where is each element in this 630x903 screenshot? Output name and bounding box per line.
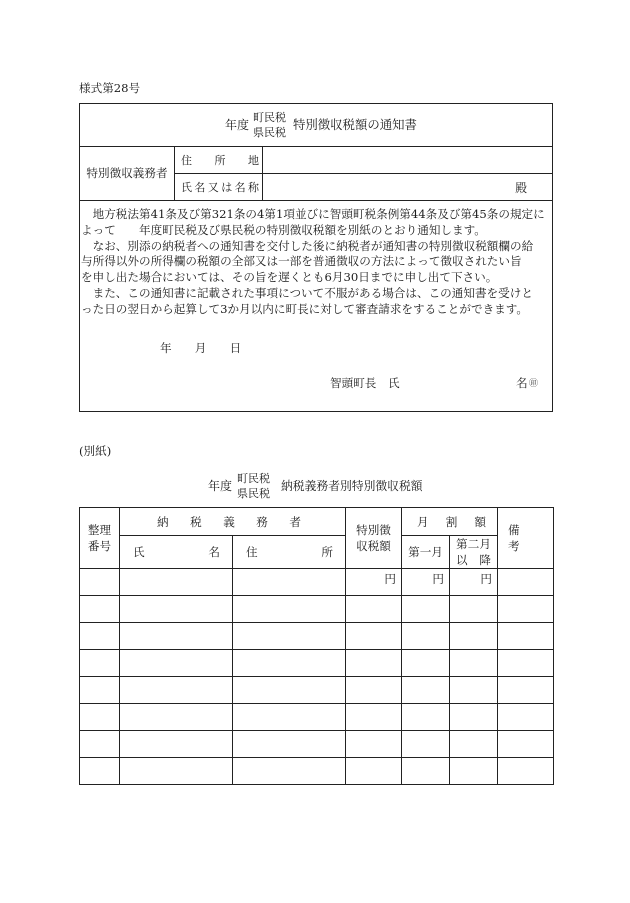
header-first-month: 第一月 bbox=[402, 536, 450, 569]
table-row bbox=[80, 758, 554, 785]
notice-title-town-tax: 町民税 bbox=[253, 111, 286, 124]
notice-body-line: よって 年度町民税及び県民税の特別徴収税額を別紙のとおり通知します。 bbox=[81, 222, 486, 237]
table-header-row bbox=[80, 536, 554, 569]
obligor-address-row bbox=[175, 147, 552, 174]
header-serial-line-2: 番号 bbox=[87, 539, 112, 553]
header-name-part-2: 名 bbox=[208, 545, 220, 559]
cell-serial bbox=[80, 731, 120, 758]
cell-remarks bbox=[498, 677, 554, 704]
obligor-address-label-cell bbox=[175, 147, 263, 173]
cell-serial bbox=[80, 623, 120, 650]
cell-remarks bbox=[498, 596, 554, 623]
cell-later-months: 円 bbox=[450, 569, 498, 596]
obligor-name-row bbox=[175, 174, 552, 200]
notice-issuer: 智頭町長 氏 bbox=[330, 376, 400, 390]
seal-icon: ㊞ bbox=[529, 379, 539, 389]
notice-issuer-name-suffix: 名 bbox=[516, 376, 528, 390]
cell-later-months bbox=[450, 623, 498, 650]
cell-name bbox=[120, 650, 233, 677]
cell-name bbox=[120, 677, 233, 704]
cell-address bbox=[233, 677, 346, 704]
header-remarks-label: 備 考 bbox=[508, 523, 543, 553]
cell-first-month: 円 bbox=[402, 569, 450, 596]
notice-date: 年 月 日 bbox=[160, 341, 242, 355]
notice-title-name: 特別徴収税額の通知書 bbox=[293, 117, 417, 132]
cell-remarks bbox=[498, 704, 554, 731]
obligor-name-label: 氏名又は名称 bbox=[181, 181, 259, 194]
table-header-row bbox=[80, 508, 554, 536]
cell-serial bbox=[80, 758, 120, 785]
notice-form bbox=[79, 103, 553, 412]
cell-tax: 円 bbox=[346, 569, 402, 596]
cell-address bbox=[233, 569, 346, 596]
cell-name bbox=[120, 596, 233, 623]
notice-body-line: また、この通知書に記載された事項について不服がある場合は、この通知書を受けと bbox=[81, 285, 533, 300]
table-row bbox=[80, 677, 554, 704]
cell-name bbox=[120, 758, 233, 785]
table-row bbox=[80, 704, 554, 731]
cell-serial bbox=[80, 569, 120, 596]
header-name-label bbox=[120, 544, 232, 560]
header-special-tax-line-2: 収税額 bbox=[356, 539, 391, 553]
header-address-label bbox=[233, 544, 345, 560]
header-address-part-1: 住 bbox=[246, 545, 258, 559]
cell-later-months bbox=[450, 677, 498, 704]
cell-name bbox=[120, 731, 233, 758]
obligor-name-value bbox=[263, 174, 552, 200]
obligor-address-label: 住 所 地 bbox=[181, 154, 259, 167]
cell-first-month bbox=[402, 704, 450, 731]
header-taxpayer-label: 納 税 義 務 者 bbox=[157, 514, 302, 529]
notice-title bbox=[80, 104, 552, 147]
cell-serial bbox=[80, 650, 120, 677]
cell-later-months bbox=[450, 758, 498, 785]
cell-name bbox=[120, 704, 233, 731]
attachment-title-year: 年度 bbox=[208, 479, 233, 493]
header-address bbox=[233, 536, 346, 569]
header-later-months bbox=[450, 536, 498, 569]
cell-tax bbox=[346, 650, 402, 677]
cell-later-months bbox=[450, 731, 498, 758]
cell-address bbox=[233, 596, 346, 623]
notice-body-line: った日の翌日から起算して3か月以内に町長に対して審査請求をすることができます。 bbox=[81, 301, 529, 316]
notice-body-line: を申し出た場合においては、その旨を遅くとも6月30日までに申し出て下さい。 bbox=[81, 270, 498, 285]
obligor-section bbox=[80, 147, 552, 201]
cell-first-month bbox=[402, 623, 450, 650]
header-later-months-line-2: 以 降 bbox=[456, 553, 492, 567]
cell-first-month bbox=[402, 650, 450, 677]
cell-remarks bbox=[498, 623, 554, 650]
cell-tax bbox=[346, 704, 402, 731]
header-later-months-line-1: 第二月 bbox=[456, 537, 492, 551]
cell-serial bbox=[80, 677, 120, 704]
cell-address bbox=[233, 758, 346, 785]
table-row bbox=[80, 569, 554, 596]
cell-first-month bbox=[402, 731, 450, 758]
cell-tax bbox=[346, 677, 402, 704]
header-name-part-1: 氏 bbox=[133, 545, 145, 559]
taxpayer-tax-table bbox=[79, 507, 554, 785]
cell-first-month bbox=[402, 758, 450, 785]
cell-tax bbox=[346, 758, 402, 785]
cell-tax bbox=[346, 731, 402, 758]
header-special-tax bbox=[346, 508, 402, 569]
header-address-part-2: 所 bbox=[321, 545, 334, 559]
notice-body-text bbox=[80, 201, 552, 318]
header-remarks bbox=[498, 508, 554, 569]
cell-address bbox=[233, 650, 346, 677]
cell-later-months bbox=[450, 704, 498, 731]
header-name bbox=[120, 536, 233, 569]
header-monthly-amount bbox=[402, 508, 498, 536]
table-row bbox=[80, 596, 554, 623]
attachment-label: (別紙) bbox=[79, 444, 112, 458]
cell-remarks bbox=[498, 731, 554, 758]
attachment-title-prefecture-tax: 県民税 bbox=[237, 487, 270, 500]
notice-body-line: なお、別添の納税者への通知書を交付した後に納税者が通知書の特別徴収税額欄の給 bbox=[81, 238, 534, 253]
obligor-honorific: 殿 bbox=[515, 180, 527, 195]
notice-body-line: 地方税法第41条及び第321条の4第1項並びに智頭町税条例第44条及び第45条の規定に bbox=[81, 207, 545, 221]
table-row bbox=[80, 650, 554, 677]
cell-later-months bbox=[450, 650, 498, 677]
cell-address bbox=[233, 623, 346, 650]
attachment-title bbox=[0, 470, 630, 502]
notice-title-prefecture-tax: 県民税 bbox=[253, 126, 286, 139]
form-number: 様式第28号 bbox=[79, 81, 141, 95]
table-body bbox=[80, 569, 554, 785]
obligor-address-value bbox=[263, 147, 552, 173]
header-special-tax-line-1: 特別徴 bbox=[356, 523, 391, 537]
attachment-title-name: 納税義務者別特別徴収税額 bbox=[281, 479, 423, 493]
table-header bbox=[80, 508, 554, 569]
cell-first-month bbox=[402, 596, 450, 623]
attachment-title-tax-types bbox=[237, 471, 270, 501]
notice-title-tax-types bbox=[253, 110, 286, 140]
cell-serial bbox=[80, 596, 120, 623]
obligor-label: 特別徴収義務者 bbox=[80, 147, 175, 200]
cell-address bbox=[233, 731, 346, 758]
cell-serial bbox=[80, 704, 120, 731]
cell-name bbox=[120, 569, 233, 596]
cell-address bbox=[233, 704, 346, 731]
header-serial-line-1: 整理 bbox=[87, 523, 112, 537]
cell-tax bbox=[346, 596, 402, 623]
cell-later-months bbox=[450, 596, 498, 623]
cell-remarks bbox=[498, 758, 554, 785]
cell-first-month bbox=[402, 677, 450, 704]
cell-remarks bbox=[498, 569, 554, 596]
header-monthly-label: 月 割 額 bbox=[417, 514, 487, 529]
notice-body bbox=[80, 201, 552, 411]
cell-name bbox=[120, 623, 233, 650]
cell-remarks bbox=[498, 650, 554, 677]
table-row bbox=[80, 731, 554, 758]
cell-tax bbox=[346, 623, 402, 650]
obligor-name-label-cell bbox=[175, 174, 263, 200]
header-serial-number bbox=[80, 508, 120, 569]
table-row bbox=[80, 623, 554, 650]
attachment-title-town-tax: 町民税 bbox=[237, 472, 270, 485]
header-taxpayer bbox=[120, 508, 346, 536]
notice-title-year: 年度 bbox=[225, 118, 250, 132]
notice-body-line: 与所得以外の所得欄の税額の全部又は一部を普通徴収の方法によって徴収されたい旨 bbox=[81, 254, 522, 269]
